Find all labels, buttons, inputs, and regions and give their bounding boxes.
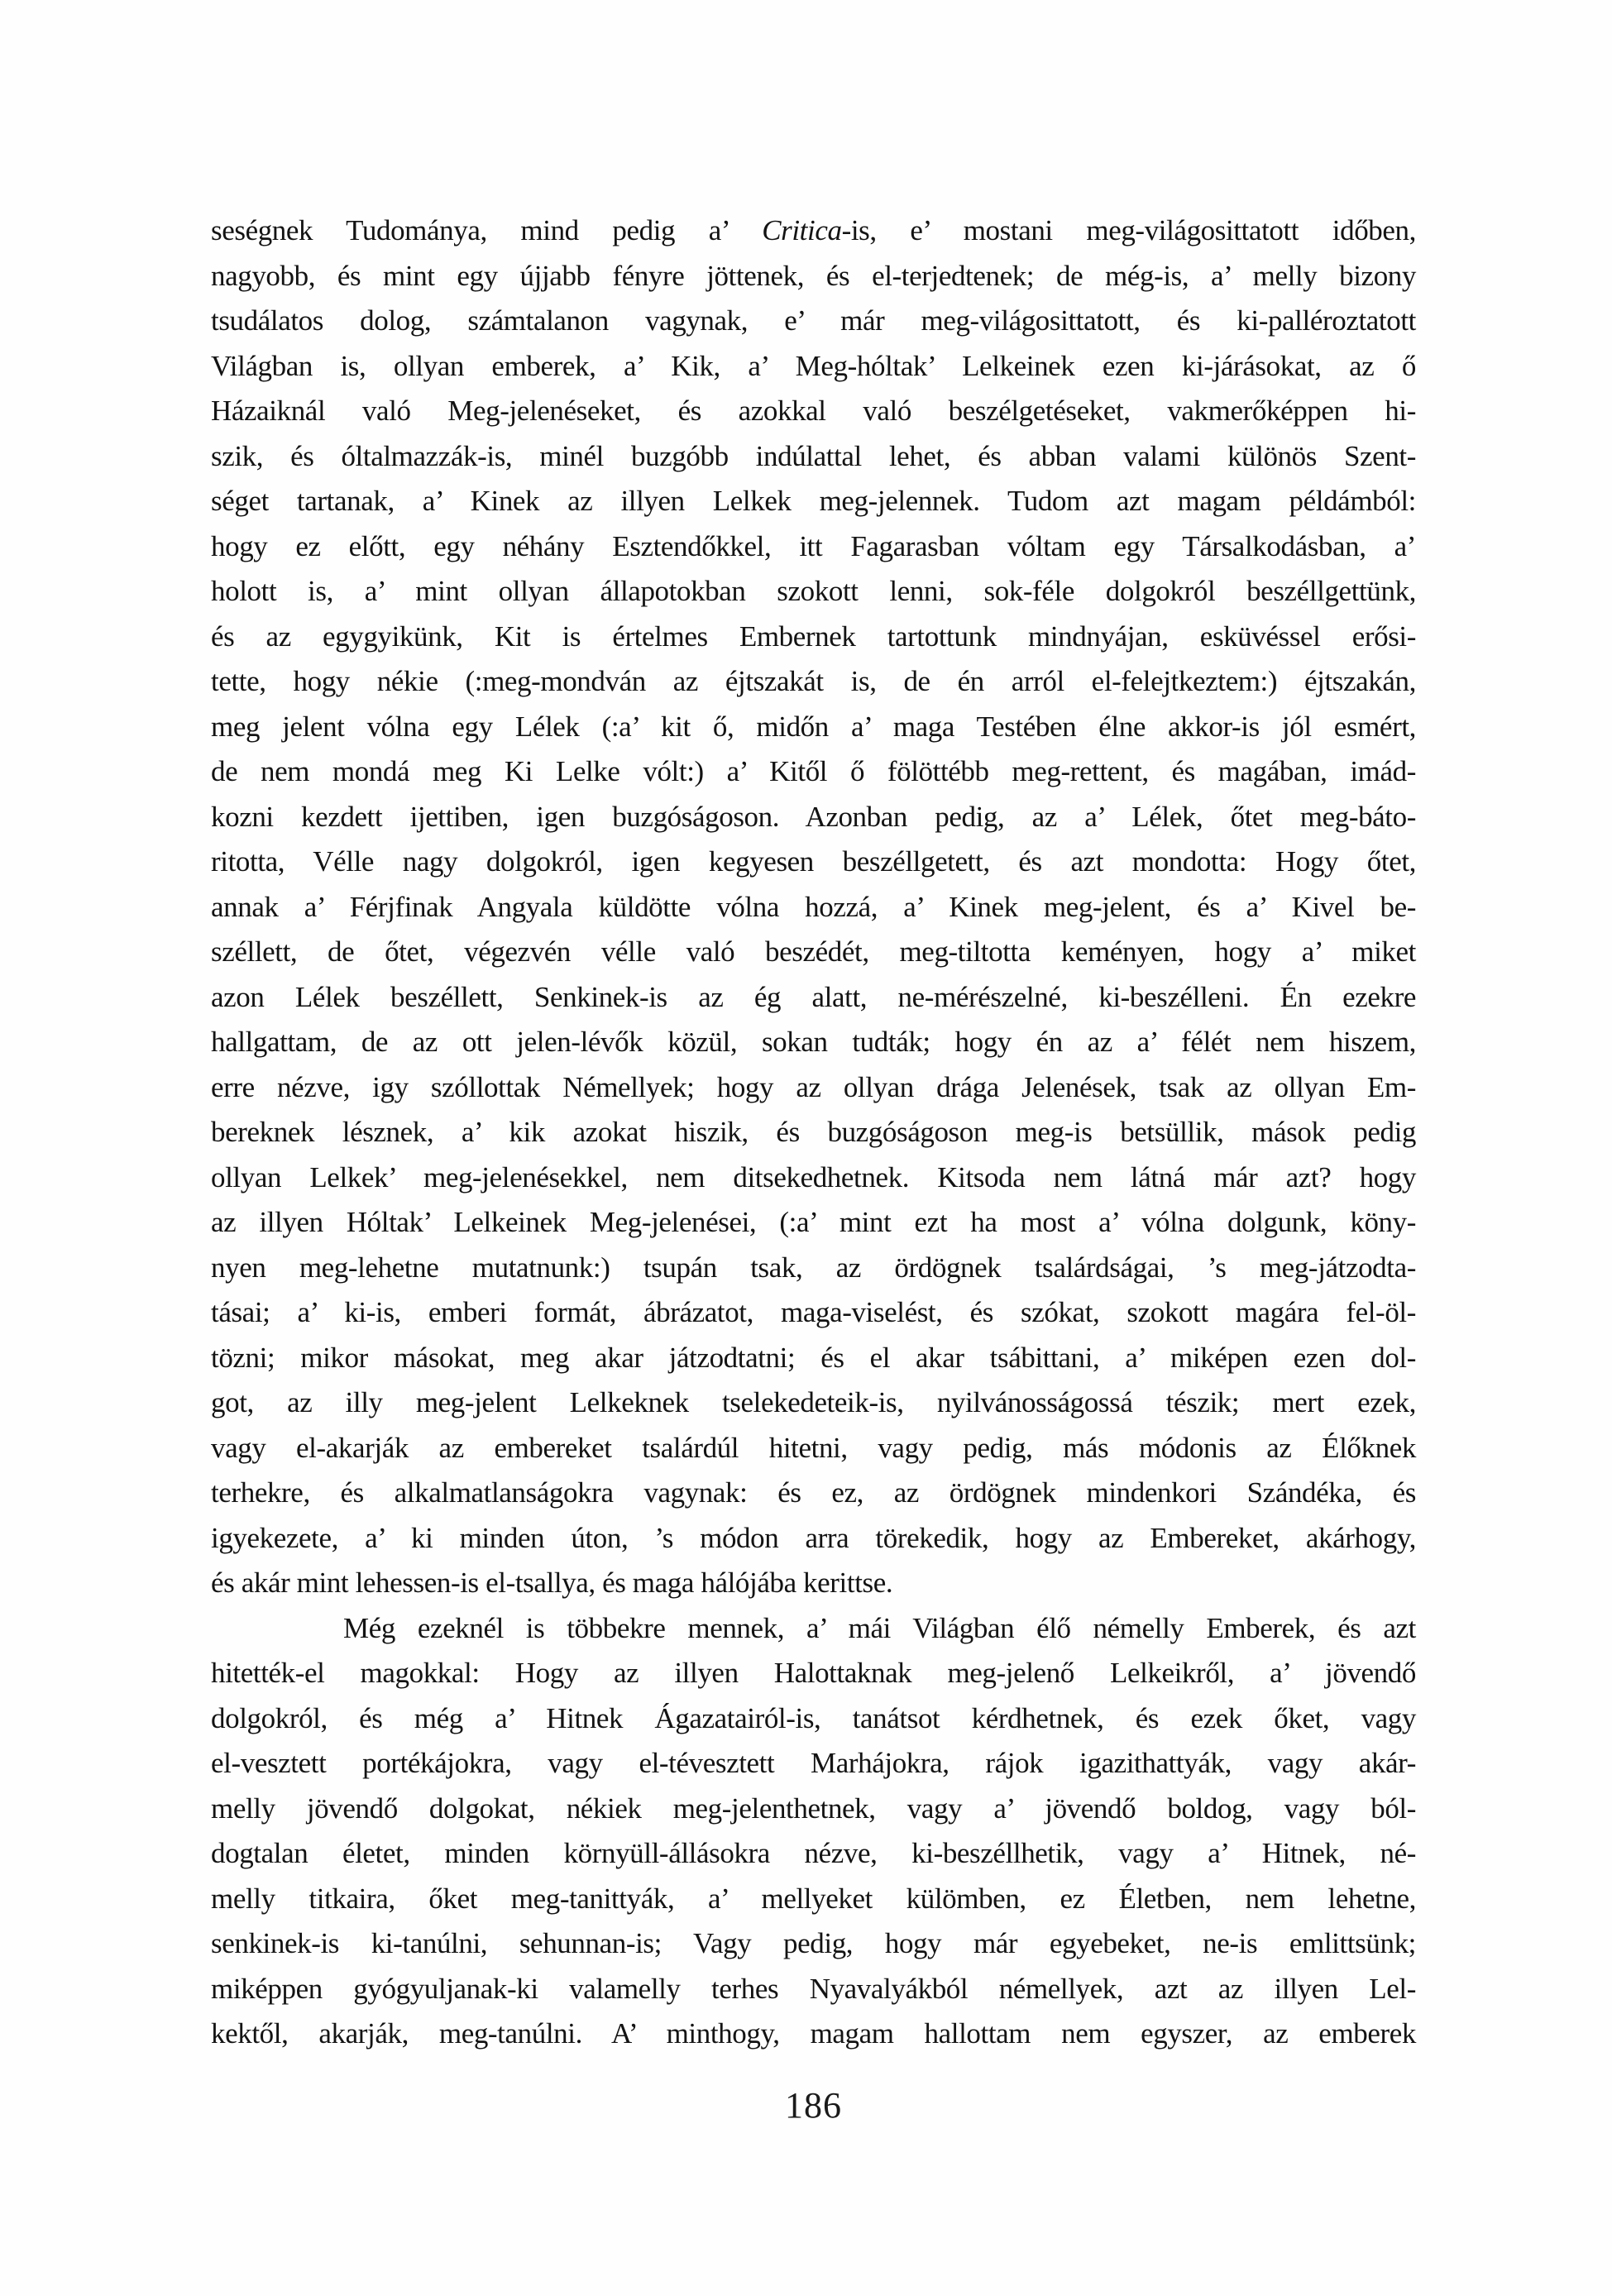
text-line <box>211 1065 1416 1111</box>
text-line <box>211 930 1416 975</box>
page-number: 186 <box>785 2085 842 2126</box>
text-segment: az illyen Hóltak’ Lelkeinek Meg-jelenései, (:a’ mint ezt ha most a’ vólna dolgunk, köny- <box>211 1206 1416 1238</box>
text-segment: hallgattam, de az ott jelen-lévők közül, sokan tudták; hogy én az a’ félét nem hiszem, <box>211 1026 1416 1058</box>
text-line <box>211 1967 1416 2012</box>
text-line <box>211 524 1416 570</box>
text-line <box>211 1110 1416 1155</box>
text-segment: Még ezeknél is többekre mennek, a’ mái Világban élő némelly Emberek, és azt <box>343 1611 1416 1644</box>
text-segment: széllett, de őtet, végezvén vélle való beszédét, meg-tiltotta keményen, hogy a’ miket <box>211 935 1416 968</box>
text-segment: vagy el-akarják az embereket tsalárdúl hitetni, vagy pedig, más módonis az Élőknek <box>211 1431 1416 1464</box>
text-segment: el-vesztett portékájokra, vagy el-tévesztett Marhájokra, rájok igazithattyák, vagy akár- <box>211 1747 1416 1779</box>
text-segment: senkinek-is ki-tanúlni, sehunnan-is; Vagy pedig, hogy már egyebeket, ne-is emlittsünk; <box>211 1927 1416 1959</box>
text-segment: kozni kezdett ijettiben, igen buzgóságoson. Azonban pedig, az a’ Lélek, őtet meg-báto- <box>211 800 1416 833</box>
text-segment: miképpen gyógyuljanak-ki valamelly terhes Nyavalyákból némellyek, azt az illyen Lel- <box>211 1972 1416 2005</box>
text-line <box>211 479 1416 524</box>
text-segment: -is, e’ mostani meg-világosittatott időben, <box>841 214 1416 246</box>
text-line <box>211 659 1416 705</box>
text-segment: ritotta, Vélle nagy dolgokról, igen kegyesen beszéllgetett, és azt mondotta: Hogy őtet, <box>211 845 1416 878</box>
text-segment: azon Lélek beszéllett, Senkinek-is az ég alatt, ne-mérészelné, ki-beszélleni. Én ezekre <box>211 980 1416 1013</box>
text-line <box>211 569 1416 615</box>
text-segment: holott is, a’ mint ollyan állapotokban szokott lenni, sok-féle dolgokról beszéllgettünk, <box>211 575 1416 607</box>
paragraph <box>211 208 1416 1606</box>
text-line <box>211 208 1416 254</box>
italic-text: Critica <box>762 214 842 246</box>
text-segment: erre nézve, igy szóllottak Némellyek; hogy az ollyan drága Jelenések, tsak az ollyan Em- <box>211 1070 1416 1103</box>
text-segment: szik, és óltalmazzák-is, minél buzgóbb indúlattal lehet, és abban valami különös Szent- <box>211 439 1416 472</box>
paragraph <box>211 1606 1416 2057</box>
text-segment: got, az illy meg-jelent Lelkeknek tselekedeteik-is, nyilvánosságossá tészik; mert ezek, <box>211 1386 1416 1418</box>
text-line <box>211 299 1416 344</box>
text-segment: Házaiknál való Meg-jelenéseket, és azokkal való beszélgetéseket, vakmerőképpen hi- <box>211 395 1416 427</box>
text-line <box>211 1741 1416 1787</box>
text-line <box>211 1200 1416 1246</box>
text-line <box>211 254 1416 299</box>
text-segment: melly titkaira, őket meg-tanittyák, a’ mellyeket külömben, ez Életben, nem lehetne, <box>211 1882 1416 1915</box>
text-line <box>211 1606 1416 1652</box>
text-line <box>211 1787 1416 1832</box>
text-segment: tette, hogy nékie (:meg-mondván az éjtszakát is, de én arról el-felejtkeztem:) éjtszakán, <box>211 665 1416 697</box>
text-segment: tözni; mikor másokat, meg akar játzodtatni; és el akar tsábittani, a’ miképen ezen dol- <box>211 1341 1416 1374</box>
text-segment: terhekre, és alkalmatlanságokra vagynak: és ez, az ördögnek mindenkori Szándéka, és <box>211 1476 1416 1509</box>
text-segment: dogtalan életet, minden környüll-állásokra nézve, ki-beszéllhetik, vagy a’ Hitnek, né- <box>211 1837 1416 1869</box>
text-segment: de nem mondá meg Ki Lelke vólt:) a’ Kitől ő fölöttébb meg-rettent, és magában, imád- <box>211 755 1416 787</box>
text-line <box>211 885 1416 930</box>
text-line <box>211 1155 1416 1201</box>
text-segment: igyekezete, a’ ki minden úton, ’s módon arra törekedik, hogy az Embereket, akárhogy, <box>211 1521 1416 1554</box>
text-line <box>211 749 1416 795</box>
text-segment: annak a’ Férjfinak Angyala küldötte vólna hozzá, a’ Kinek meg-jelent, és a’ Kivel be- <box>211 890 1416 923</box>
text-segment: seségnek Tudománya, mind pedig a’ <box>211 214 763 246</box>
text-line <box>211 839 1416 885</box>
text-line <box>211 1426 1416 1471</box>
text-segment: ollyan Lelkek’ meg-jelenésekkel, nem ditsekedhetnek. Kitsoda nem látná már azt? hogy <box>211 1160 1416 1193</box>
text-line <box>211 1561 1416 1606</box>
text-segment: és akár mint lehessen-is el-tsallya, és maga hálójába kerittse. <box>211 1567 893 1599</box>
text-line <box>211 1246 1416 1291</box>
text-segment: Világban is, ollyan emberek, a’ Kik, a’ Meg-hóltak’ Lelkeinek ezen ki-járásokat, az ő <box>211 349 1416 382</box>
text-line <box>211 344 1416 390</box>
text-segment: melly jövendő dolgokat, nékiek meg-jelenthetnek, vagy a’ jövendő boldog, vagy ból- <box>211 1791 1416 1825</box>
text-line <box>211 2011 1416 2057</box>
text-line <box>211 1651 1416 1696</box>
text-segment: meg jelent vólna egy Lélek (:a’ kit ő, midőn a’ maga Testében élne akkor-is jól esmért, <box>211 710 1416 743</box>
text-segment: hitették-el magokkal: Hogy az illyen Halottaknak meg-jelenő Lelkeikről, a’ jövendő <box>211 1657 1416 1689</box>
text-block <box>211 208 1416 2057</box>
text-segment: nyen meg-lehetne mutatnunk:) tsupán tsak, az ördögnek tsalárdságai, ’s meg-játzodta- <box>211 1251 1416 1284</box>
text-segment: és az egygyikünk, Kit is értelmes Embernek tartottunk mindnyájan, esküvéssel erősi- <box>211 619 1416 653</box>
text-segment: tásai; a’ ki-is, emberi formát, ábrázatot, maga-viselést, és szókat, szokott magára fel-öl- <box>211 1296 1416 1328</box>
text-line <box>211 795 1416 840</box>
text-line <box>211 1877 1416 1922</box>
text-line <box>211 1831 1416 1877</box>
text-segment: dolgokról, és még a’ Hitnek Ágazatairól-is, tanátsot kérdhetnek, és ezek őket, vagy <box>211 1701 1416 1734</box>
text-line <box>211 1336 1416 1381</box>
text-line <box>211 1696 1416 1742</box>
text-line <box>211 1380 1416 1426</box>
text-line <box>211 975 1416 1021</box>
text-segment: tsudálatos dolog, számtalanon vagynak, e’ már meg-világosittatott, és ki-palléroztatott <box>211 304 1416 337</box>
text-line <box>211 1921 1416 1967</box>
text-line <box>211 1471 1416 1516</box>
text-segment: nagyobb, és mint egy újjabb fényre jöttenek, és el-terjedtenek; de még-is, a’ melly bizony <box>211 259 1416 292</box>
text-segment: hogy ez előtt, egy néhány Esztendőkkel, itt Fagarasban vóltam egy Társalkodásban, a’ <box>211 529 1416 562</box>
text-line <box>211 615 1416 660</box>
text-line <box>211 705 1416 750</box>
text-line <box>211 1290 1416 1336</box>
text-line <box>211 1020 1416 1065</box>
text-segment: bereknek lésznek, a’ kik azokat hiszik, és buzgóságoson meg-is betsüllik, mások pedig <box>211 1116 1416 1148</box>
text-segment: kektől, akarják, meg-tanúlni. A’ minthogy, magam hallottam nem egyszer, az emberek <box>211 2017 1416 2050</box>
text-line <box>211 434 1416 480</box>
text-line <box>211 1516 1416 1562</box>
text-segment: séget tartanak, a’ Kinek az illyen Lelkek meg-jelennek. Tudom azt magam példámból: <box>211 485 1416 517</box>
text-line <box>211 389 1416 434</box>
